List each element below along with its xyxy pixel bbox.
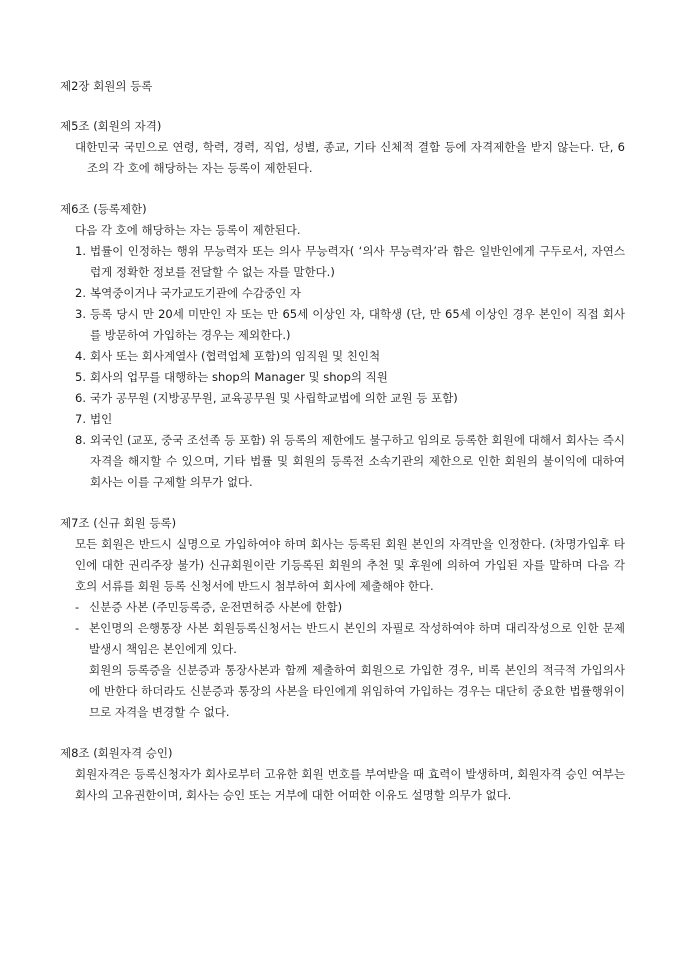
article-8 (60, 743, 625, 806)
item-text: 본인명의 은행통장 사본 회원등록신청서는 반드시 본인의 자필로 작성하여야 하며 대리작성으로 인한 문제 발생시 책임은 본인에게 있다. (89, 621, 625, 656)
item-number: 5. (75, 370, 86, 384)
item-text: 법인 (90, 412, 113, 426)
dash-marker: - (75, 621, 80, 635)
list-item (75, 388, 625, 409)
document-page (60, 76, 625, 826)
article-7 (60, 513, 625, 723)
item-number: 2. (75, 286, 86, 300)
item-text: 회사 또는 회사계열사 (협력업체 포함)의 임직원 및 친인척 (90, 349, 381, 363)
dash-marker: - (75, 600, 80, 614)
article-8-body: 회원자격은 등록신청자가 회사로부터 고유한 회원 번호를 부여받을 때 효력이 발생하며, 회원자격 승인 여부는 회사의 고유권한이며, 회사는 승인 또는 거부에 대한 어떠한 이유도 설명할 의무가 없다. (75, 767, 625, 802)
article-5-body: 대한민국 국민으로 연령, 학력, 경력, 직업, 성별, 종교, 기타 신체적 결함 등에 자격제한을 받지 않는다. 단, 6조의 각 호에 해당하는 자는 등록이 제한된다. (75, 140, 625, 175)
article-6 (60, 199, 625, 493)
item-number: 6. (75, 391, 86, 405)
list-item (75, 283, 625, 304)
item-number: 8. (75, 433, 86, 447)
item-text: 국가 공무원 (지방공무원, 교육공무원 및 사립학교법에 의한 교원 등 포함) (90, 391, 458, 405)
article-7-document-list (60, 597, 625, 660)
item-number: 7. (75, 412, 86, 426)
item-text: 외국인 (교포, 중국 조선족 등 포함) 위 등록의 제한에도 불구하고 임의로 등록한 회원에 대해서 회사는 즉시 자격을 해지할 수 있으며, 기타 법률 및 회원의 등록전 소속기관의 제한으로 인한 회원의 불이익에 대하여 회사는 이를 구제할 의무가 없다. (90, 433, 625, 489)
list-item (75, 597, 625, 618)
article-6-item-list (60, 241, 625, 493)
list-item (75, 304, 625, 346)
article-6-intro: 다음 각 호에 해당하는 자는 등록이 제한된다. (75, 223, 301, 237)
item-text: 법률이 인정하는 행위 무능력자 또는 의사 무능력자( ‘의사 무능력자’라 함은 일반인에게 구두로서, 자연스럽게 정확한 정보를 전달할 수 없는 자를 말한다.) (90, 244, 625, 279)
article-5 (60, 116, 625, 179)
list-item (75, 241, 625, 283)
item-text: 회사의 업무를 대행하는 shop의 Manager 및 shop의 직원 (90, 370, 388, 384)
article-7-body: 모든 회원은 반드시 실명으로 가입하여야 하며 회사는 등록된 회원 본인의 자격만을 인정한다. (차명가입후 타인에 대한 권리주장 불가) 신규회원이란 기등록된 회원의 추천 및 후원에 의하여 가입된 자를 말하며 다음 각 호의 서류를 회원 등록 신청서에 반드시 첨부하여 회사에 제출해야 한다. (75, 537, 625, 593)
article-7-heading: 제7조 (신규 회원 등록) (60, 516, 177, 530)
list-item (75, 367, 625, 388)
list-item (75, 409, 625, 430)
list-item (75, 346, 625, 367)
list-item (75, 618, 625, 660)
item-number: 3. (75, 307, 86, 321)
item-text: 등록 당시 만 20세 미만인 자 또는 만 65세 이상인 자, 대학생 (단, 만 65세 이상인 경우 본인이 직접 회사를 방문하여 가입하는 경우는 제외한다.) (90, 307, 625, 342)
item-number: 1. (75, 244, 86, 258)
chapter-title: 제2장 회원의 등록 (60, 79, 153, 93)
item-text: 복역중이거나 국가교도기관에 수감중인 자 (90, 286, 301, 300)
list-item (75, 430, 625, 493)
article-7-closing: 회원의 등록증을 신분증과 통장사본과 함께 제출하여 회원으로 가입한 경우, 비록 본인의 적극적 가입의사에 반한다 하더라도 신분증과 통장의 사본을 타인에게 위임하여 가입하는 경우는 대단히 중요한 법률행위이므로 자격을 변경할 수 없다. (89, 663, 625, 719)
article-6-heading: 제6조 (등록제한) (60, 202, 147, 216)
article-5-heading: 제5조 (회원의 자격) (60, 119, 162, 133)
item-number: 4. (75, 349, 86, 363)
article-8-heading: 제8조 (회원자격 승인) (60, 746, 173, 760)
item-text: 신분증 사본 (주민등록증, 운전면허증 사본에 한함) (89, 600, 343, 614)
